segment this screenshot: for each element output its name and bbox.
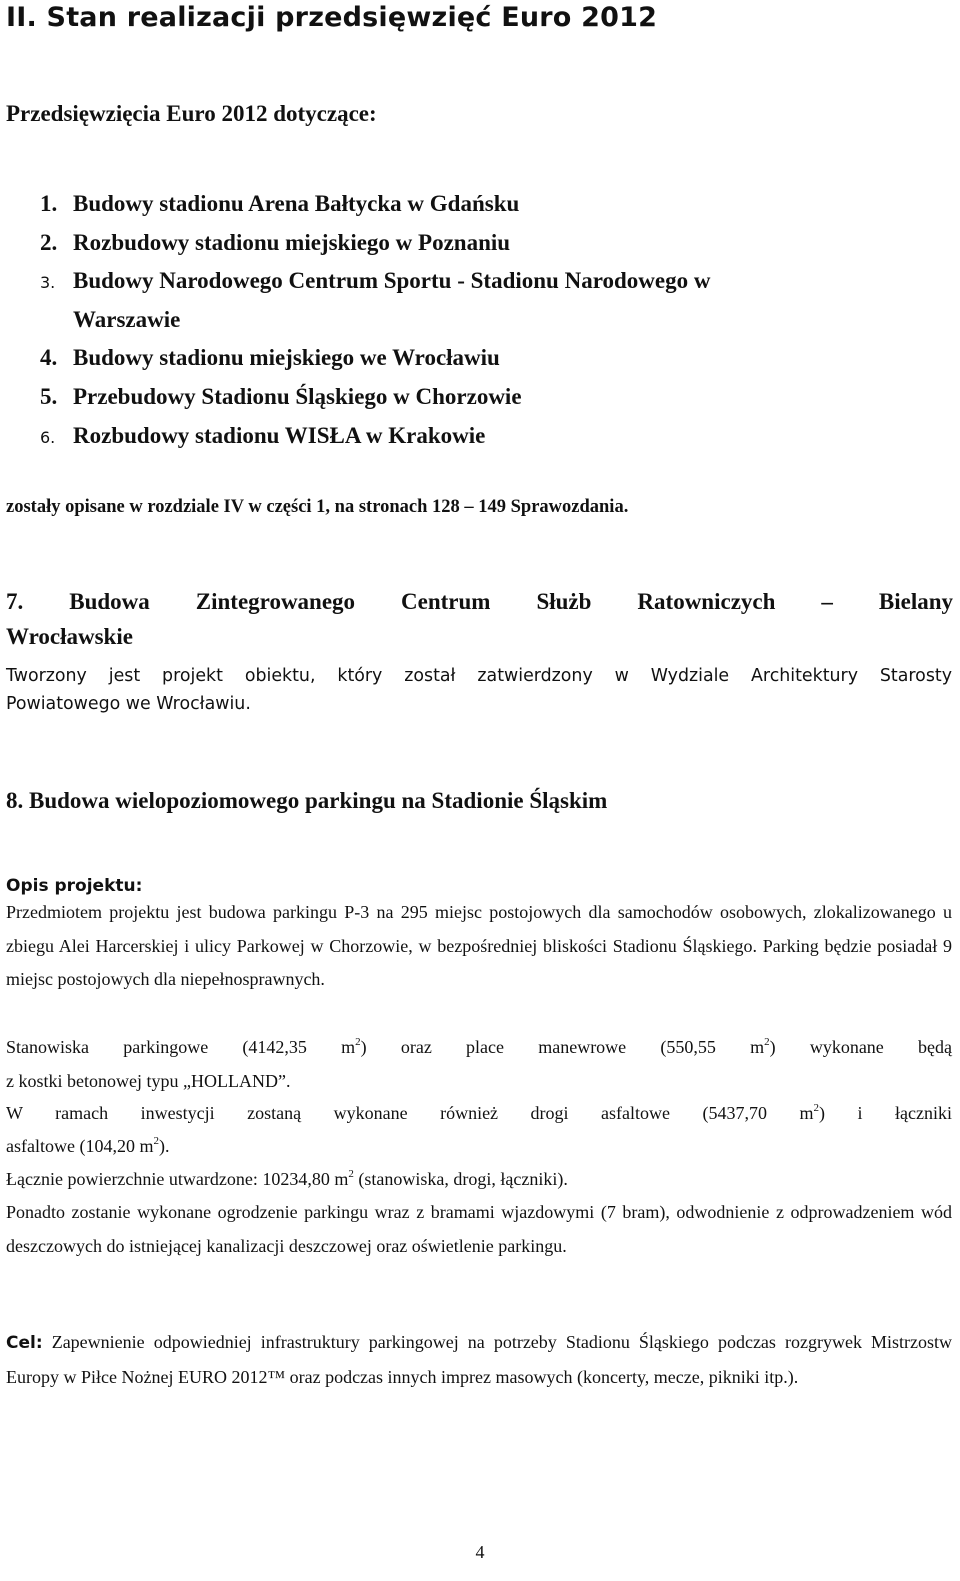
item7-body [6,662,952,690]
item7-title-continuation: Wrocławskie [6,624,133,649]
lacznie-line: Łącznie powierzchnie utwardzone: 10234,80 $m^2$ (stanowiska, drogi, łączniki). [6,1168,568,1189]
list-text: Rozbudowy stadionu miejskiego w Poznaniu [73,230,511,255]
list-number: 3. [40,273,56,292]
drogi-line: W ramach inwestycji zostaną wykonane również drogi asfaltowe (5437,70 $m^2$) i łączniki [6,1102,953,1123]
projects-note: zostały opisane w rozdziale IV w części 1, na stronach 128 – 149 Sprawozdania. [6,497,629,517]
list-number: 4. [40,345,58,370]
list-item [40,189,519,219]
list-item [40,421,485,453]
list-number: 1. [40,191,58,216]
list-text: Budowy Narodowego Centrum Sportu - Stadionu Narodowego w [73,268,711,293]
section-title: II. Stan realizacji przedsięwzięć Euro 2012 [6,2,658,33]
stanowiska-line: Stanowiska parkingowe (4142,35 $m^2$) oraz place manewrowe (550,55 $m^2$) wykonane będą [6,1036,952,1057]
list-number: 2. [40,230,58,255]
goal-paragraph [6,1326,952,1394]
list-text: Budowy stadionu miejskiego we Wrocławiu [73,345,500,370]
list-number: 6. [40,428,56,447]
description-paragraph: Przedmiotem projektu jest budowa parkingu P-3 na 295 miejsc postojowych dla samochodów osobowych, zlokalizowanego u zbiegu Alei Harcerskiej i ulicy Parkowej w Chorzowie, w bezpośredniej bliskości Stadionu Śląskiego. Parking będzie posiadał 9 miejsc postojowych dla niepełnosprawnych. [6,902,952,989]
goal-text: Zapewnienie odpowiedniej infrastruktury parkingowej na potrzeby Stadionu Śląskiego podczas rozgrywek Mistrzostw Europy w Piłce Nożnej EURO 2012™ oraz podczas innych imprez masowych (koncerty, mecze, pikniki itp.). [6,1332,952,1387]
stanowiska-line-2: z kostki betonowej typu „HOLLAND”. [6,1071,291,1091]
goal-label: Cel: [6,1333,43,1353]
ponadto-paragraph: Ponadto zostanie wykonane ogrodzenie parkingu wraz z bramami wjazdowymi (7 bram), odwodnienie z odprowadzeniem wód deszczowych do istniejącej kanalizacji deszczowej oraz oświetlenie parkingu. [6,1202,952,1256]
list-text: Przebudowy Stadionu Śląskiego w Chorzowie [73,384,522,409]
list-text: Budowy stadionu Arena Bałtycka w Gdańsku [73,191,520,216]
item7-body-end: Powiatowego we Wrocławiu. [6,694,251,714]
description-label: Opis projektu: [6,876,143,896]
list-item-continuation: Warszawie [73,307,181,332]
list-item [40,382,522,412]
list-item [40,266,710,298]
intro-heading: Przedsięwzięcia Euro 2012 dotyczące: [6,101,377,126]
item7-title: 7. Budowa Zintegrowanego Centrum Służb Ratowniczych – Bielany [6,589,953,614]
item8-title: 8. Budowa wielopoziomowego parkingu na Stadionie Śląskim [6,788,608,813]
drogi-line-2: asfaltowe (104,20 $m^2$). [6,1135,170,1156]
page-number: 4 [475,1542,485,1562]
item7-body-line: Tworzony jest projekt obiektu, który został zatwierdzony w Wydziale Architektury Starosty [6,666,952,686]
list-item [40,343,500,373]
list-text: Rozbudowy stadionu WISŁA w Krakowie [73,423,486,448]
list-item [40,228,510,258]
list-number: 5. [40,384,58,409]
